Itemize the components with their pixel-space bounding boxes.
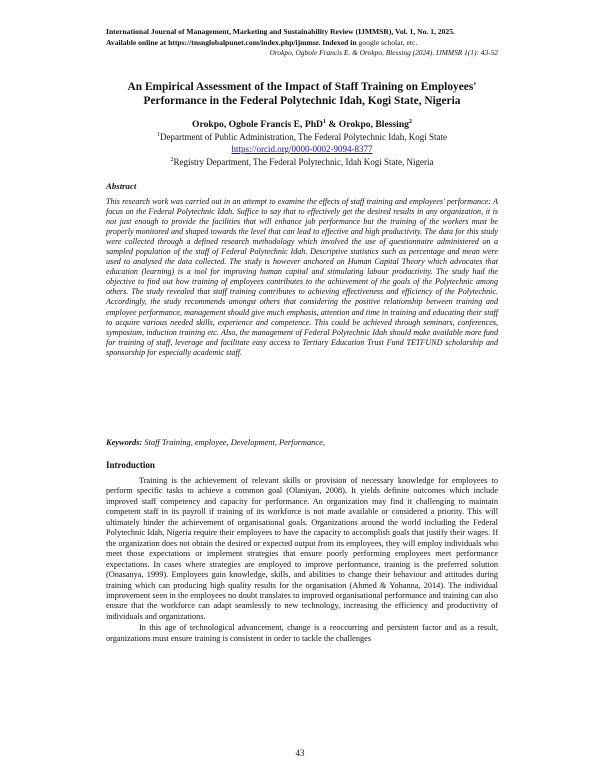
page-number: 43 xyxy=(295,748,305,758)
affiliation-1-text: Department of Public Administration, The Federal Polytechnic Idah, Kogi State xyxy=(159,132,448,143)
keywords-text: Staff Training, employee, Development, Performance, xyxy=(142,438,325,447)
author-2-sup: 2 xyxy=(408,119,412,125)
journal-citation-line: International Journal of Management, Marketing and Sustainability Review (IJMMSR), Vol. 1, No. 1, 2025. xyxy=(106,27,455,36)
paper-title: An Empirical Assessment of the Impact of Staff Training on Employees' Performance in the Federal Polytechnic Idah, Kogi State, Nigeria xyxy=(127,81,477,107)
journal-availability-line xyxy=(106,38,498,49)
affiliation-1-sup: 1 xyxy=(156,132,160,139)
abstract-text: This research work was carried out in an attempt to examine the effects of staff training and employees' performance: A focus on the Federal Polytechnic Idah. Suffice to say that to effectively get the desired results in any organization, it is not just enough to provide the facilities that will enhance job performance but the training of the workers must be properly monitored and shaped towards the level that can lead to effective and high productivity. The data for this study were collected through a defined research methodology which involved the use of questionnaire administered on a sampled population of the staff of Federal Polytechnic Idah. Descriptive statistics such as percentage and mean were used to analysed the data collected. The study is however anchored on Human Capital Theory which advocates that education (learning) is a tool for improving human capital and stimulating labour productivity. The study had the objective to find out how training of employees contributes to the achievement of the goals of the Polytechnic among others. The study revealed that staff training contributes to achieving effectiveness and efficiency of the Polytechnic. Accordingly, the study recommends amongst others that considering the positive relationship between training and employee performance, management should give much emphasis, attention and time in training and educating their staff to acquire various needed skills, experience and competence. This could be achieved through seminars, conferences, symposium, induction training etc. Also, the management of Federal Polytechnic Idah should make available more fund for training of staff, leverage and facilitate easy access to Tertiary Education Trust Fund TETFUND scholarship and sponsorship for especially academic staff. xyxy=(106,197,498,357)
author-names xyxy=(106,117,498,130)
introduction-paragraph: In this age of technological advancement, change is a reoccurring and persistent factor and as a result, organizations must ensure training is consistent in order to tackle the challenges xyxy=(106,623,498,643)
keywords-line xyxy=(106,438,498,447)
author-block xyxy=(106,117,498,168)
introduction-paragraph: Training is the achievement of relevant skills or provision of necessary knowledge for employees to perform specific tasks to achieve a common goal (Olaniyan, 2008). It yields definite outcomes which include improved staff competency and capacity for performance. An organization may find it challenging to maintain competent staff in its payroll if training of its workforce is not made available or considered a priority. This will ultimately hinder the achievement of organisational goals. Organizations around the world including the Federal Polytechnic Idah, Nigeria require their employees to have the capacity to accomplish goals that justify their wages. If the organization does not obtain the desired or expected output from its employees, they will employ individuals who meet those expectations or implement strategies that ensure poorly performing employees meet performance expectations. In cases where strategies are employed to improve performance, training is the preferred solution (Onasanya, 1999). Employees gain knowledge, skills, and abilities to change their behaviour and attitudes during training which can producing high quality results for the organisation (Ahmed & Yohanna, 2014). The individual improvement seen in the employees no doubt translates to improved organisational performance and training can also ensure that the workforce can adapt seamlessly to new technology, increasing the efficiency and productivity of individuals and organizations. xyxy=(106,476,498,621)
author-1: Orokpo, Ogbole Francis E, PhD xyxy=(192,119,323,131)
journal-header xyxy=(106,27,498,59)
author-2: Orokpo, Blessing xyxy=(338,119,409,131)
orcid-link[interactable]: https://orcid.org/0000-0002-9094-8377 xyxy=(231,143,373,154)
article-reference-line: Orokpo, Ogbole Francis E. & Orokpo, Blessing (2024). IJMMSR 1(1): 43-52 xyxy=(269,48,498,58)
journal-index-text: google scholar, etc. xyxy=(356,37,418,47)
affiliation-1 xyxy=(106,130,498,143)
keywords-label: Keywords: xyxy=(106,438,143,447)
journal-url-text: Available online at https://tnsnglobalpunet.com/index.php/ijmmsr. Indexed in xyxy=(106,37,357,47)
affiliation-2 xyxy=(106,155,498,168)
author-1-sup: 1 xyxy=(322,119,326,125)
introduction-heading: Introduction xyxy=(106,460,155,470)
author-joiner: & xyxy=(325,119,339,131)
affiliation-2-sup: 2 xyxy=(170,156,174,163)
introduction-body xyxy=(106,476,498,645)
affiliation-2-text: Registry Department, The Federal Polytechnic, Idah Kogi State, Nigeria xyxy=(173,156,434,167)
abstract-heading: Abstract xyxy=(106,181,137,191)
